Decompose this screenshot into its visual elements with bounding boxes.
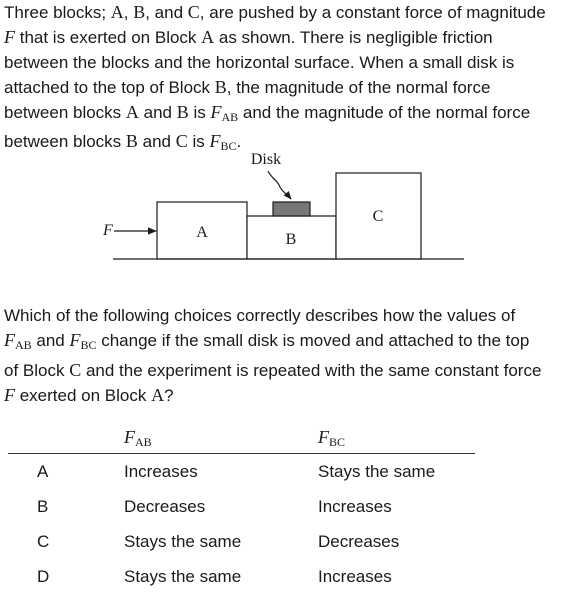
question-text [4,0,560,159]
header-fbc: $F_{BC}$ [318,427,346,449]
blocks-diagram [0,145,563,270]
small-disk [273,202,310,216]
choice-letter: D [37,567,50,586]
header-fab: $F_{AB}$ [124,427,152,449]
prompt-line-2: $F_{AB}$ and $F_{BC}$ change if the small disk is moved and attached to the top [4,330,530,353]
choice-fab: Stays the same [124,567,242,586]
question-line-2: F that is exerted on Block A as shown. There is negligible friction [4,27,493,48]
prompt-line-3: of Block C and the experiment is repeated with the same constant force [4,359,542,380]
prompt-line-1: Which of the following choices correctly describes how the values of [4,306,516,325]
question-line-4: attached to the top of Block B, the magnitude of the normal force [4,76,491,97]
question-line-1: Three blocks; A, B, and C, are pushed by a constant force of magnitude [4,2,546,22]
question-line-5: between blocks A and B is $F_{AB}$ and the magnitude of the normal force [4,102,531,125]
block-b-label: B [285,231,297,248]
block-c-label: C [372,208,384,225]
choice-letter: C [37,532,50,551]
choice-letter: A [37,462,49,481]
prompt-text [4,304,560,408]
choice-fab: Increases [124,462,198,481]
force-label: F [103,222,113,239]
block-a-label: A [196,224,208,241]
choice-fbc: Stays the same [318,462,436,481]
question-line-3: between the blocks and the horizontal surface. When a small disk is [4,52,515,72]
choice-letter: B [37,497,49,516]
choice-fbc: Increases [318,567,392,586]
question-line-6: between blocks B and C is $F_{BC}$. [4,131,242,154]
prompt-line-4: F exerted on Block A? [4,384,174,405]
choice-fab: Stays the same [124,532,242,551]
disk-pointer-arrow [268,171,291,199]
choice-fbc: Decreases [318,532,400,551]
choice-fab: Decreases [124,497,206,516]
choice-fbc: Increases [318,497,392,516]
disk-label: Disk [250,151,282,168]
header-rule [8,453,475,454]
